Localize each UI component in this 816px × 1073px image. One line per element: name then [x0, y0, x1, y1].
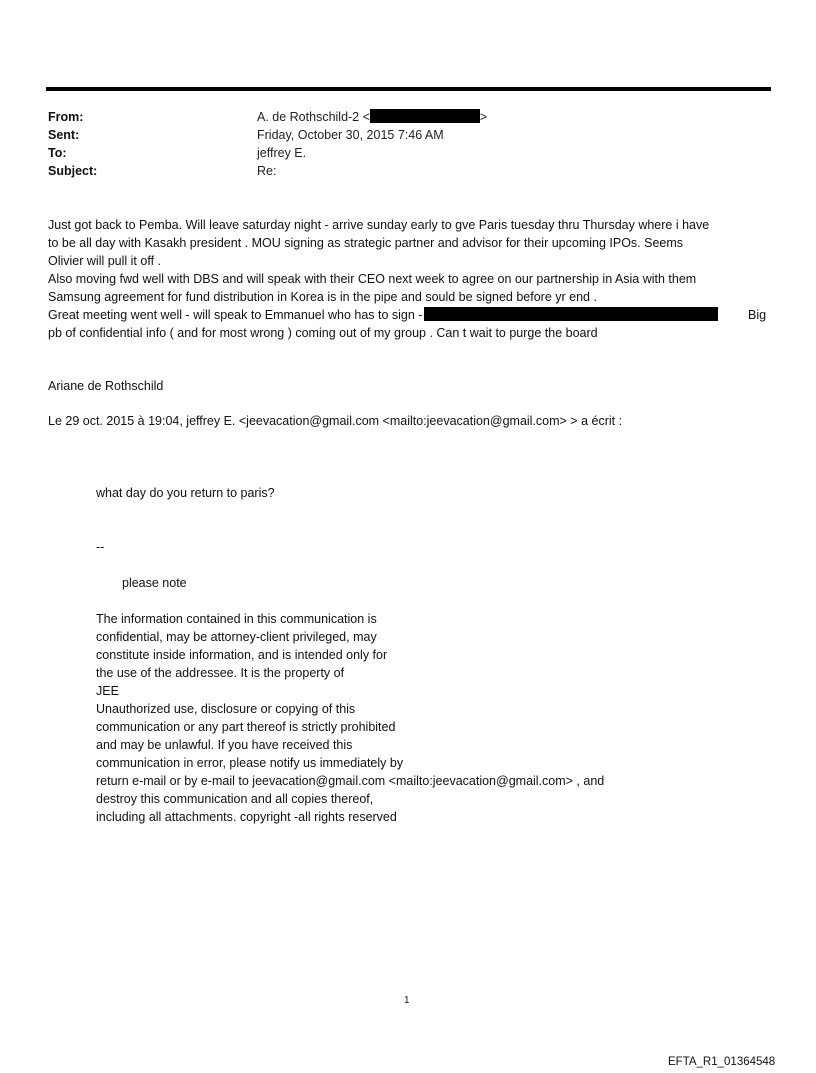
disclaimer-line: Unauthorized use, disclosure or copying of this	[96, 702, 356, 716]
subject-label: Subject:	[48, 164, 98, 178]
to-row	[48, 144, 487, 162]
email-header	[48, 108, 487, 180]
from-label: From:	[48, 110, 84, 124]
message-line: pb of confidential info ( and for most wrong ) coming out of my group . Can t wait to purge the board	[48, 326, 598, 340]
disclaimer-line: JEE	[96, 684, 119, 698]
message-line-prefix: Great meeting went well - will speak to Emmanuel who has to sign -	[48, 308, 423, 322]
quote-header: Le 29 oct. 2015 à 19:04, jeffrey E. <jeevacation@gmail.com <mailto:jeevacation@gmail.com> > a écrit :	[48, 414, 623, 428]
sent-row	[48, 126, 487, 144]
disclaimer-line: constitute inside information, and is intended only for	[96, 648, 388, 662]
sent-label: Sent:	[48, 128, 80, 142]
from-close-bracket: >	[479, 110, 488, 124]
redacted-email-block	[370, 109, 480, 123]
subject-value: Re:	[257, 164, 277, 178]
from-row	[48, 108, 487, 126]
from-name: A. de Rothschild-2 <	[257, 110, 370, 124]
to-label: To:	[48, 146, 67, 160]
disclaimer-line: the use of the addressee. It is the property of	[96, 666, 345, 680]
message-body	[48, 216, 768, 342]
disclaimer-line: return e-mail or by e-mail to jeevacation@gmail.com <mailto:jeevacation@gmail.com> , and	[96, 774, 605, 788]
disclaimer-line: communication or any part thereof is strictly prohibited	[96, 720, 396, 734]
disclaimer-line: communication in error, please notify us immediately by	[96, 756, 404, 770]
top-divider	[46, 87, 771, 91]
message-line: Just got back to Pemba. Will leave saturday night - arrive sunday early to gve Paris tuesday thru Thursday where i have	[48, 218, 710, 232]
disclaimer-line: and may be unlawful. If you have received this	[96, 738, 353, 752]
subject-row	[48, 162, 487, 180]
sent-value: Friday, October 30, 2015 7:46 AM	[257, 128, 444, 142]
quoted-question: what day do you return to paris?	[96, 486, 275, 500]
disclaimer-line: The information contained in this communication is	[96, 612, 377, 626]
message-line	[48, 306, 768, 324]
message-line: to be all day with Kasakh president . MOU signing as strategic partner and advisor for their upcoming IPOs. Seems	[48, 236, 684, 250]
message-line-suffix: Big	[748, 308, 767, 322]
to-value: jeffrey E.	[257, 146, 307, 160]
please-note: please note	[122, 576, 187, 590]
from-value	[257, 108, 487, 126]
quoted-separator: --	[96, 540, 105, 554]
disclaimer	[96, 610, 604, 826]
disclaimer-line: confidential, may be attorney-client privileged, may	[96, 630, 377, 644]
message-line: Olivier will pull it off .	[48, 254, 161, 268]
redacted-text-block	[424, 307, 718, 321]
message-line: Also moving fwd well with DBS and will speak with their CEO next week to agree on our partnership in Asia with them	[48, 272, 697, 286]
page-number: 1	[404, 995, 410, 1006]
message-line: Samsung agreement for fund distribution in Korea is in the pipe and sould be signed before yr end .	[48, 290, 597, 304]
disclaimer-line: including all attachments. copyright -all rights reserved	[96, 810, 397, 824]
document-id-footer: EFTA_R1_01364548	[668, 1056, 776, 1068]
disclaimer-line: destroy this communication and all copies thereof,	[96, 792, 374, 806]
signature: Ariane de Rothschild	[48, 379, 164, 393]
